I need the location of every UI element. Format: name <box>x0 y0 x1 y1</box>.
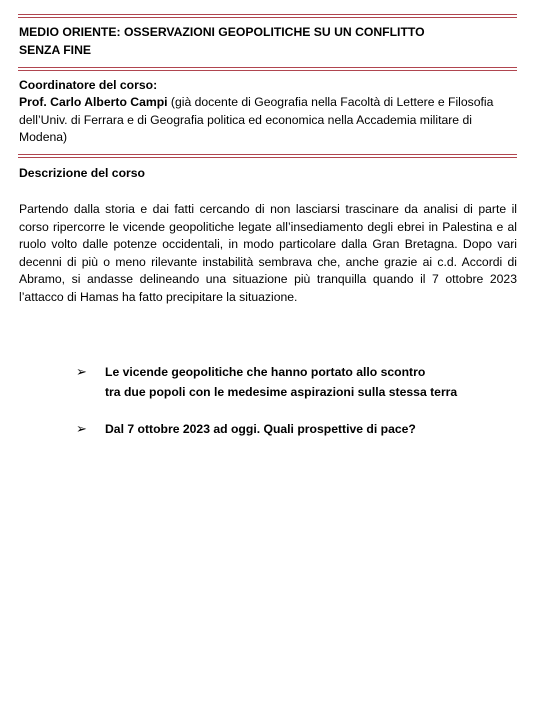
topic-item <box>76 419 506 439</box>
coordinator-bio: (già docente di Geografia nella Facoltà di Lettere e Filosofia dell’Univ. di Ferrara e di Geografia politica ed economica nella Accademia militare di Modena) <box>19 95 494 144</box>
coordinator-heading: Coordinatore del corso: <box>19 78 158 92</box>
divider-after-title <box>18 67 517 71</box>
topic-item <box>76 362 506 402</box>
course-title-line-1: MEDIO ORIENTE: OSSERVAZIONI GEOPOLITICHE SU UN CONFLITTO <box>19 25 425 39</box>
topic-1-line-1: Le vicende geopolitiche che hanno portato allo scontro <box>105 365 426 379</box>
arrowhead-bullet-icon: ➢ <box>76 364 87 379</box>
arrowhead-bullet-icon: ➢ <box>76 421 87 436</box>
topics-list <box>76 362 506 456</box>
course-title <box>19 24 517 59</box>
coordinator-details <box>19 94 517 147</box>
coordinator-name: Prof. Carlo Alberto Campi <box>19 95 168 109</box>
topic-2-text: Dal 7 ottobre 2023 ad oggi. Quali prospettive di pace? <box>105 422 416 436</box>
top-divider <box>18 14 517 18</box>
description-text: Partendo dalla storia e dai fatti cercando di non lasciarsi trascinare da analisi di parte il corso ripercorre le vicende geopolitiche legate all’insediamento degli ebrei in Palestina e al ruolo volto dalle potenze occidentali, in modo particolare dalla Gran Bretagna. Dopo vari decenni di più o meno rilevante instabilità sembrava che, anche grazie ai c.d. Accordi di Abramo, si andasse delineando una situazione più tranquilla quando il 7 ottobre 2023 l’attacco di Hamas ha fatto precipitare la situazione. <box>19 202 517 304</box>
course-title-line-2: SENZA FINE <box>19 42 91 57</box>
divider-after-coordinator <box>18 154 517 158</box>
description-heading: Descrizione del corso <box>19 166 145 180</box>
topic-1-line-2: tra due popoli con le medesime aspirazioni sulla stessa terra <box>105 385 458 399</box>
